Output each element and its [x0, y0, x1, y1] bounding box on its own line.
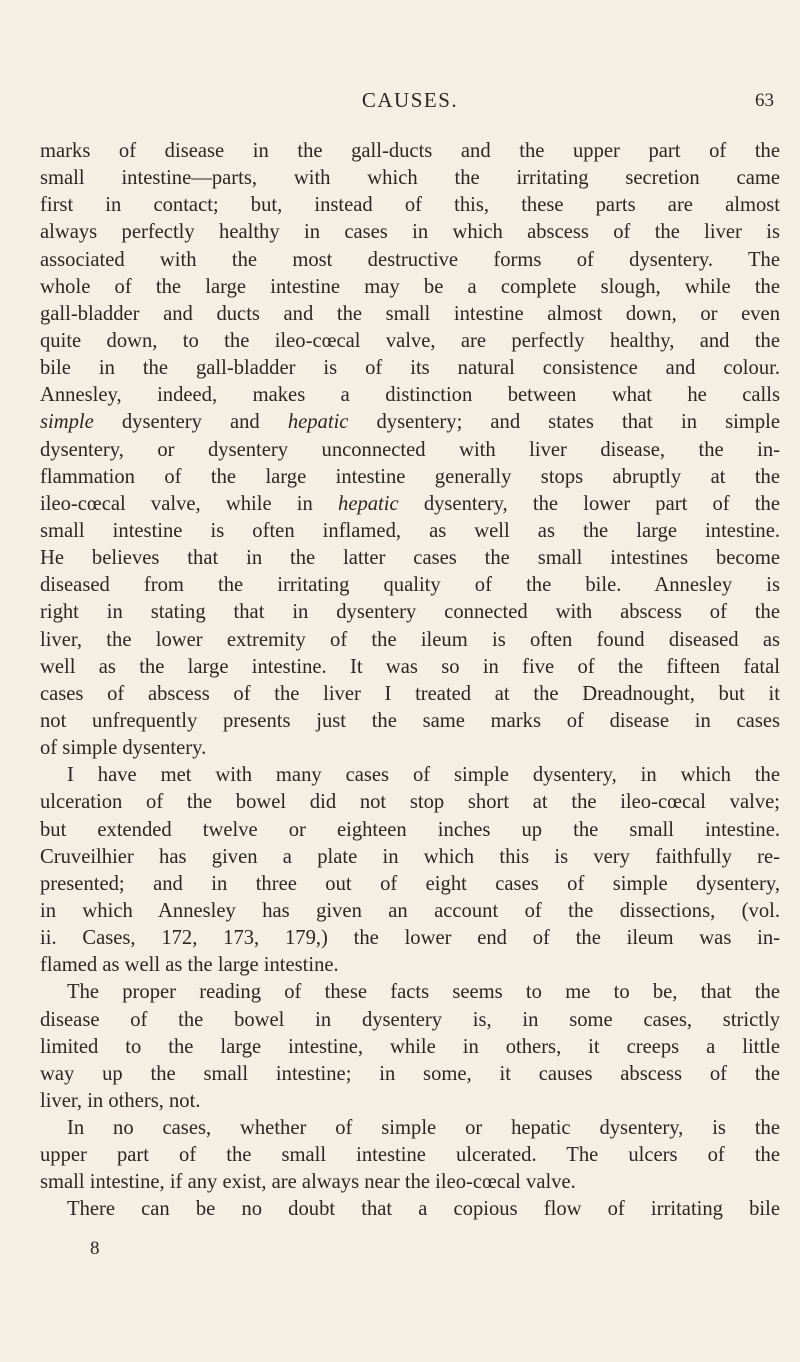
text-line	[40, 925, 780, 952]
text-line	[40, 545, 780, 572]
text-line	[40, 219, 780, 246]
text-run: I have met with many cases of simple dysentery, in which the	[67, 764, 780, 787]
text-run: cases of abscess of the liver I treated at the Dreadnought, but it	[40, 682, 780, 705]
text-line	[40, 979, 780, 1006]
text-line	[40, 1007, 780, 1034]
text-run: flammation of the large intestine generally stops abruptly at the	[40, 465, 780, 488]
text-line	[40, 192, 780, 219]
text-run: marks of disease in the gall-ducts and the upper part of the	[40, 140, 780, 162]
text-run: of simple dysentery.	[40, 737, 207, 760]
text-line	[40, 599, 780, 626]
text-line	[40, 437, 780, 464]
text-run: not unfrequently presents just the same marks of disease in cases	[40, 709, 780, 732]
page-header	[40, 88, 780, 118]
text-line	[40, 138, 780, 165]
text-run: well as the large intestine. It was so in five of the fifteen fatal	[40, 655, 780, 678]
text-run: diseased from the irritating quality of the bile. Annesley is	[40, 574, 780, 597]
text-run: ulceration of the bowel did not stop short at the ileo-cœcal valve;	[40, 791, 780, 814]
text-run: disease of the bowel in dysentery is, in some cases, strictly	[40, 1008, 780, 1031]
text-run: dysentery, or dysentery unconnected with liver disease, the in-	[40, 438, 780, 461]
text-line	[40, 491, 780, 518]
italic-term: hepatic	[338, 492, 399, 515]
text-line	[40, 355, 780, 382]
text-run: dysentery and	[93, 411, 288, 434]
text-run: Annesley, indeed, makes a distinction between what he calls	[40, 384, 780, 407]
text-line	[40, 1169, 780, 1196]
text-run: small intestine, if any exist, are always near the ileo-cœcal valve.	[40, 1171, 576, 1194]
text-run: first in contact; but, instead of this, these parts are almost	[40, 194, 780, 217]
text-run: in which Annesley has given an account of the dissections, (vol.	[40, 899, 780, 922]
text-run: but extended twelve or eighteen inches up the small intestine.	[40, 818, 780, 841]
page-number: 63	[755, 90, 774, 111]
text-run: dysentery, the lower part of the	[398, 492, 780, 515]
text-run: There can be no doubt that a copious flow of irritating bile	[67, 1198, 780, 1221]
text-run: The proper reading of these facts seems to me to be, that the	[67, 981, 780, 1004]
text-run: flamed as well as the large intestine.	[40, 954, 339, 977]
text-run: associated with the most destructive forms of dysentery. The	[40, 248, 780, 271]
text-line	[40, 274, 780, 301]
text-line	[40, 817, 780, 844]
text-line	[40, 1115, 780, 1142]
text-run: whole of the large intestine may be a complete slough, while the	[40, 275, 780, 298]
text-run: upper part of the small intestine ulcerated. The ulcers of the	[40, 1144, 780, 1167]
text-line	[40, 247, 780, 274]
text-run: dysentery; and states that in simple	[348, 411, 780, 434]
italic-term: simple	[40, 411, 94, 434]
text-line	[40, 572, 780, 599]
running-head: CAUSES.	[361, 88, 459, 112]
text-run: In no cases, whether of simple or hepatic dysentery, is the	[67, 1117, 780, 1140]
text-run: He believes that in the latter cases the small intestines become	[40, 547, 780, 570]
text-line	[40, 1034, 780, 1061]
text-line	[40, 681, 780, 708]
text-line	[40, 464, 780, 491]
text-run: liver, in others, not.	[40, 1089, 201, 1112]
text-run: bile in the gall-bladder is of its natural consistence and colour.	[40, 357, 780, 380]
text-run: Cruveilhier has given a plate in which this is very faithfully re-	[40, 845, 780, 868]
text-run: quite down, to the ileo-cœcal valve, are perfectly healthy, and the	[40, 329, 780, 352]
text-line	[40, 165, 780, 192]
text-line	[40, 301, 780, 328]
body-text	[40, 138, 780, 1224]
text-line	[40, 382, 780, 409]
text-line	[40, 789, 780, 816]
text-run: presented; and in three out of eight cases of simple dysentery,	[40, 872, 780, 895]
text-line	[40, 1196, 780, 1223]
text-run: ii. Cases, 172, 173, 179,) the lower end of the ileum was in-	[40, 927, 780, 950]
text-line	[40, 1142, 780, 1169]
text-line	[40, 328, 780, 355]
text-line	[40, 409, 780, 436]
text-line	[40, 708, 780, 735]
text-line	[40, 898, 780, 925]
italic-term: hepatic	[287, 411, 349, 434]
text-line	[40, 518, 780, 545]
text-run: way up the small intestine; in some, it causes abscess of the	[40, 1062, 780, 1085]
text-line	[40, 654, 780, 681]
text-run: small intestine—parts, with which the irritating secretion came	[40, 167, 780, 190]
text-run: right in stating that in dysentery connected with abscess of the	[40, 601, 780, 624]
text-run: limited to the large intestine, while in others, it creeps a little	[40, 1035, 780, 1058]
text-line	[40, 871, 780, 898]
text-line	[40, 627, 780, 654]
text-line	[40, 844, 780, 871]
text-line	[40, 1061, 780, 1088]
text-run: small intestine is often inflamed, as well as the large intestine.	[40, 519, 780, 542]
text-line	[40, 1088, 780, 1115]
text-line	[40, 952, 780, 979]
text-run: ileo-cœcal valve, while in	[40, 492, 339, 515]
text-run: gall-bladder and ducts and the small intestine almost down, or even	[40, 302, 780, 325]
text-run: always perfectly healthy in cases in which abscess of the liver is	[40, 221, 780, 244]
text-line	[40, 762, 780, 789]
signature-mark: 8	[90, 1238, 100, 1259]
text-line	[40, 735, 780, 762]
text-run: liver, the lower extremity of the ileum is often found diseased as	[40, 628, 780, 651]
